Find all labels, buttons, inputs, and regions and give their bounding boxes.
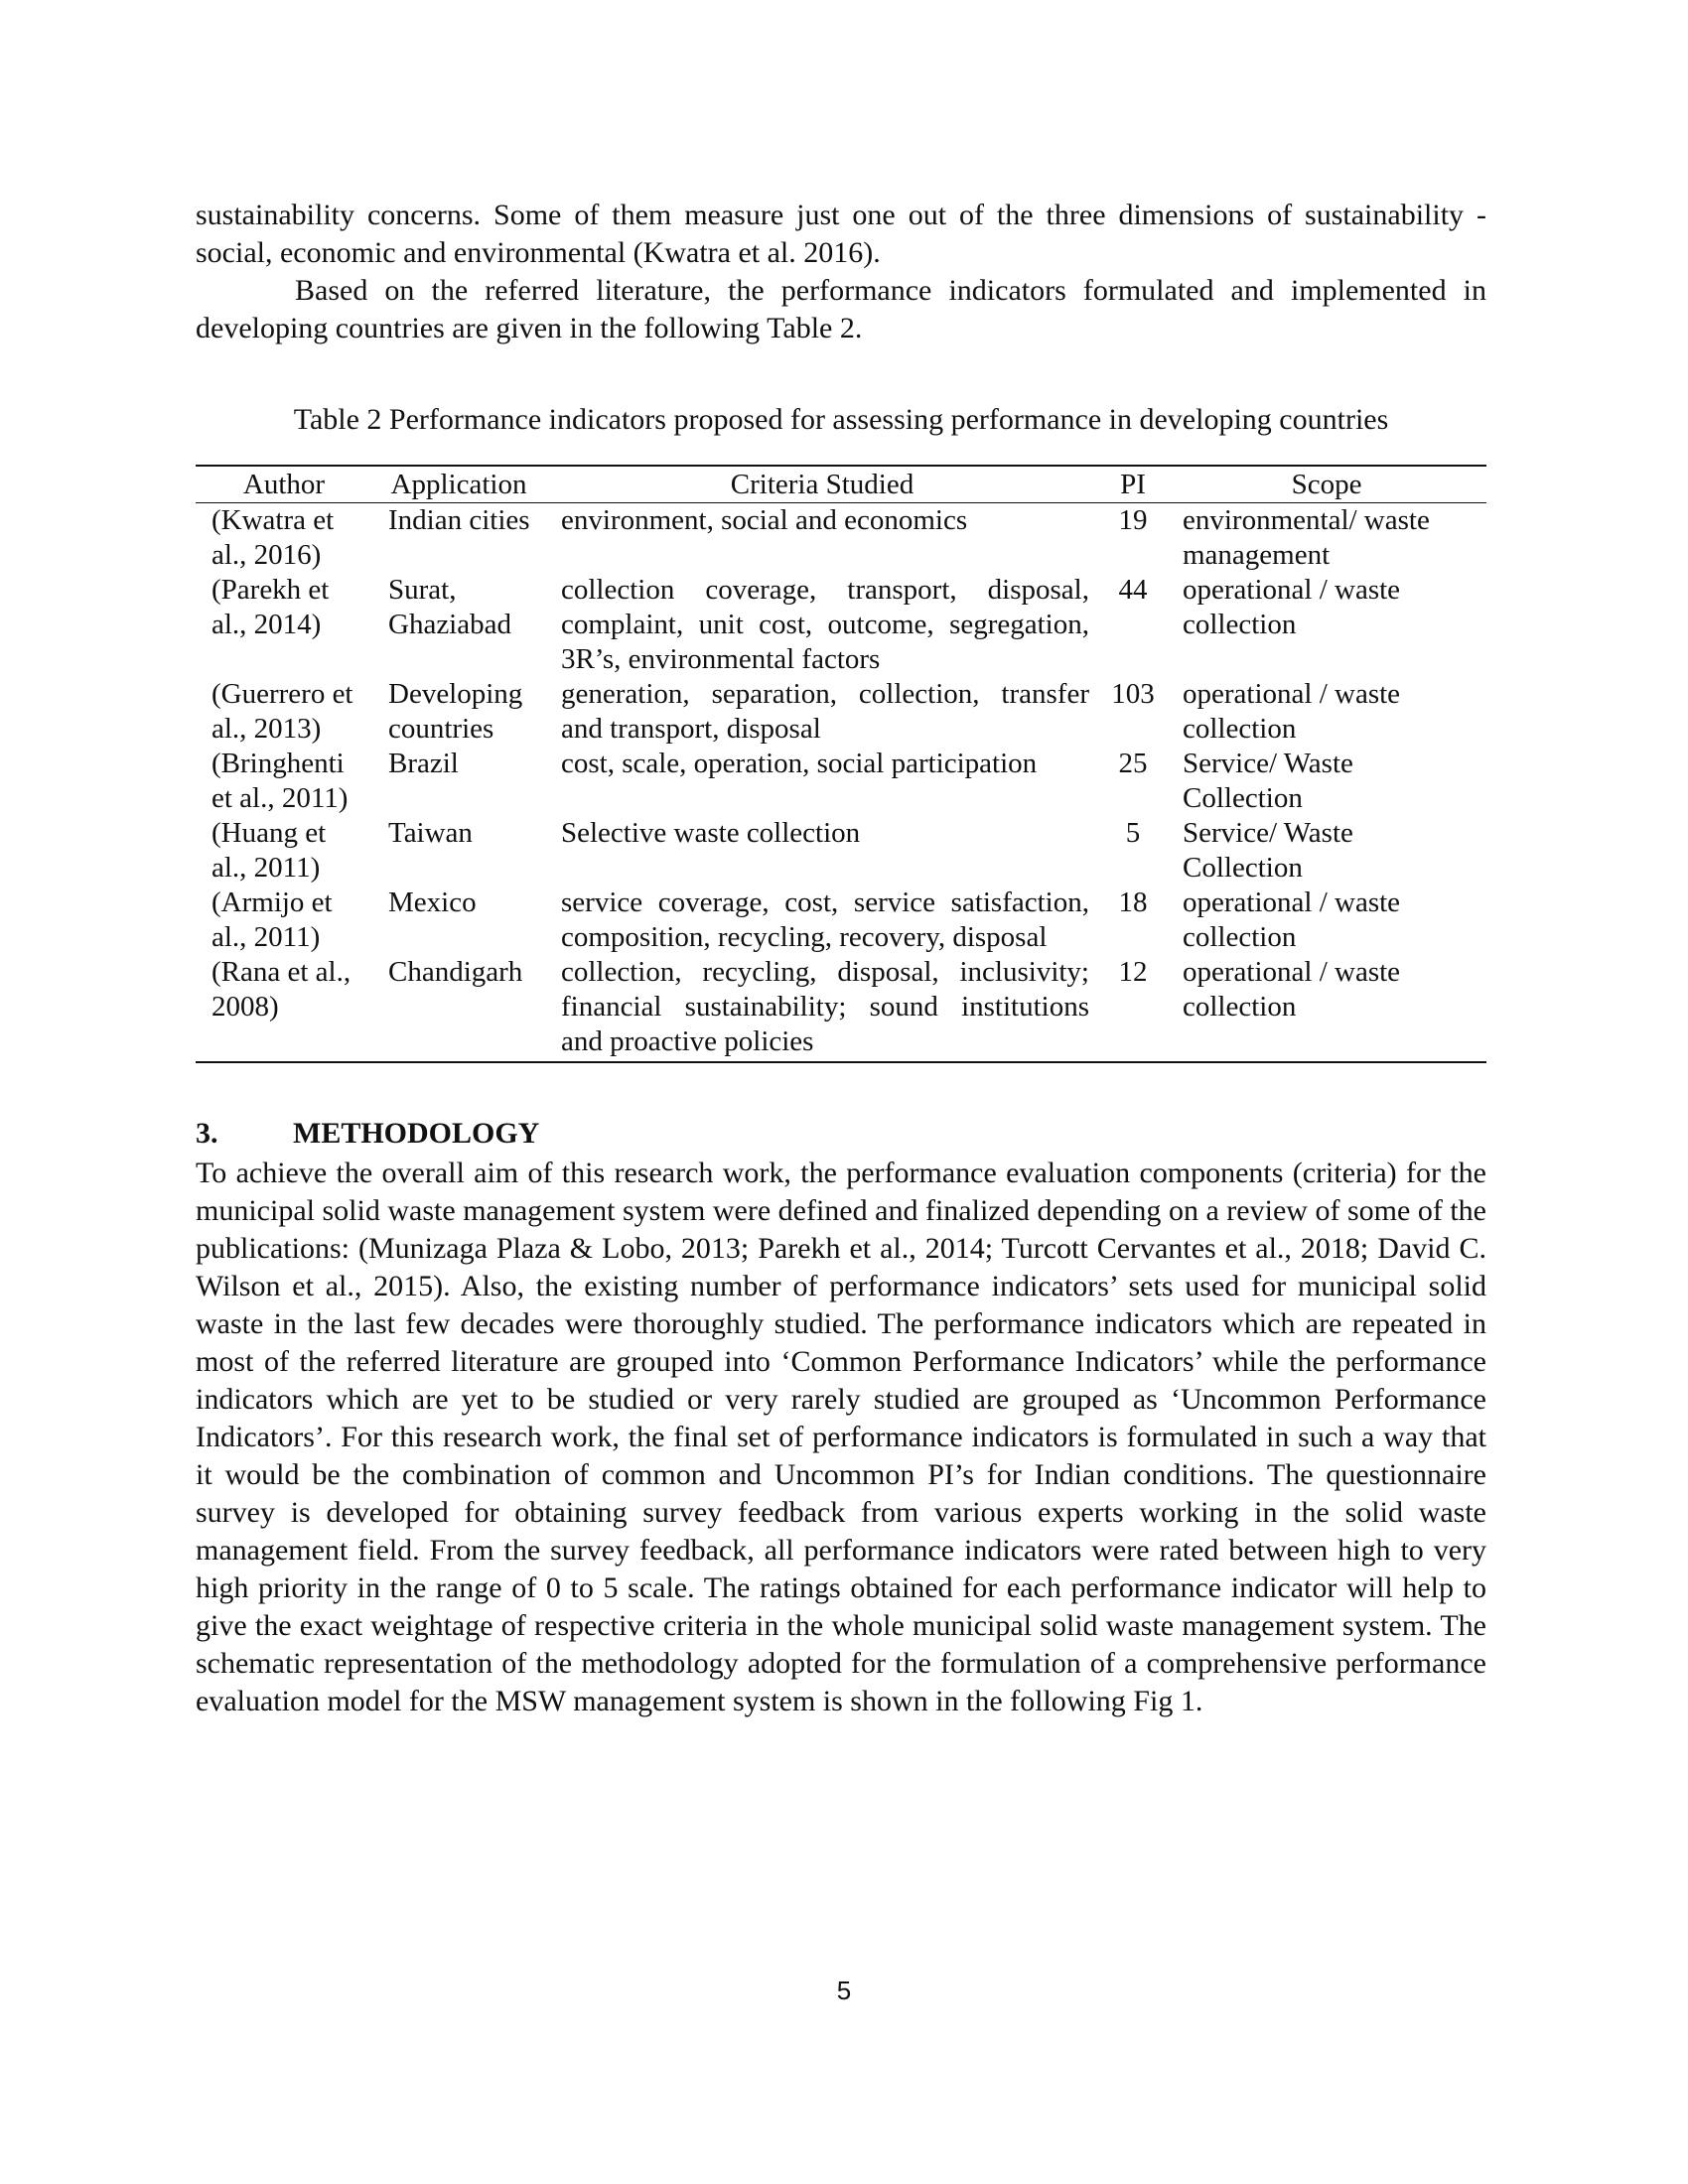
- cell-scope: environmental/ waste management: [1183, 504, 1430, 571]
- methodology-paragraph: To achieve the overall aim of this research work, the performance evaluation components (criteria) for the municipal solid waste management system were defined and finalized depending on a review of some of the publications: (Munizaga Plaza & Lobo, 2013; Parekh et al., 2014; Turcott Cervantes et al., 2018; David C. Wilson et al., 2015). Also, the existing number of performance indicators’ sets used for municipal solid waste in the last few decades were thoroughly studied. The performance indicators which are repeated in most of the referred literature are grouped into ‘Common Performance Indicators’ while the performance indicators which are yet to be studied or very rarely studied are grouped as ‘Uncommon Performance Indicators’. For this research work, the final set of performance indicators is formulated in such a way that it would be the combination of common and Uncommon PI’s for Indian conditions. The questionnaire survey is developed for obtaining survey feedback from various experts working in the solid waste management field. From the survey feedback, all performance indicators were rated between high to very high priority in the range of 0 to 5 scale. The ratings obtained for each performance indicator will help to give the exact weightage of respective criteria in the whole municipal solid waste management system. The schematic representation of the methodology adopted for the formulation of a comprehensive performance evaluation model for the MSW management system is shown in the following Fig 1.: [196, 1157, 1486, 1717]
- cell-pi: 103: [1111, 678, 1155, 710]
- cell-author: (Huang et al., 2011): [211, 817, 327, 884]
- cell-criteria: environment, social and economics: [561, 504, 968, 536]
- cell-criteria: collection, recycling, disposal, inclusivity; financial sustainability; sound institutions and proactive policies: [545, 955, 1099, 1062]
- header-scope: Scope: [1167, 466, 1486, 503]
- cell-application: Brazil: [388, 748, 459, 779]
- cell-pi: 19: [1118, 504, 1148, 536]
- cell-pi: 12: [1099, 955, 1167, 1062]
- table-row: [196, 503, 1486, 574]
- header-application: Application: [372, 466, 545, 503]
- cell-pi: 5: [1125, 817, 1141, 849]
- header-author: Author: [196, 466, 372, 503]
- performance-indicators-table: [196, 465, 1486, 1063]
- cell-author: (Kwatra et al., 2016): [211, 504, 335, 571]
- intro-paragraph-2: Based on the referred literature, the performance indicators formulated and implemented in developing countries are given in the following Table 2.: [196, 274, 1486, 344]
- cell-application: Chandigarh: [372, 955, 545, 1062]
- cell-application: Developing countries: [388, 678, 523, 745]
- cell-scope: operational / waste collection: [1183, 887, 1401, 953]
- intro-paragraph-1: sustainability concerns. Some of them measure just one out of the three dimensions of sustainability - social, economic and environmental (Kwatra et al. 2016).: [196, 199, 1486, 269]
- cell-criteria: collection coverage, transport, disposal, complaint, unit cost, outcome, segregation, 3R’s, environmental factors: [561, 574, 1089, 675]
- table-row: [196, 886, 1486, 955]
- cell-author: (Parekh et al., 2014): [211, 574, 330, 640]
- cell-scope: Service/ Waste Collection: [1183, 748, 1353, 814]
- cell-pi: 18: [1118, 887, 1148, 918]
- section-title: METHODOLOGY: [293, 1117, 540, 1150]
- cell-author: (Rana et al., 2008): [196, 955, 372, 1062]
- table-row: [196, 955, 1486, 1062]
- cell-application: Indian cities: [388, 504, 530, 536]
- cell-application: Surat, Ghaziabad: [388, 574, 511, 640]
- cell-scope: operational / waste collection: [1167, 955, 1486, 1062]
- cell-criteria: cost, scale, operation, social participation: [561, 748, 1038, 779]
- cell-criteria: generation, separation, collection, transfer and transport, disposal: [561, 678, 1089, 745]
- cell-scope: operational / waste collection: [1183, 678, 1401, 745]
- cell-author: (Bringhenti et al., 2011): [211, 748, 349, 814]
- cell-pi: 44: [1118, 574, 1148, 606]
- cell-author: (Guerrero et al., 2013): [211, 678, 353, 745]
- table-row: [196, 816, 1486, 886]
- header-pi: PI: [1099, 466, 1167, 503]
- cell-scope: Service/ Waste Collection: [1183, 817, 1353, 884]
- cell-criteria: Selective waste collection: [561, 817, 861, 849]
- table-caption: Table 2 Performance indicators proposed for assessing performance in developing countries: [293, 403, 1389, 436]
- page-content: [196, 197, 1486, 1720]
- methodology-heading: [196, 1115, 1486, 1153]
- table-row: [196, 747, 1486, 816]
- cell-application: Mexico: [388, 887, 477, 918]
- cell-author: (Armijo et al., 2011): [211, 887, 333, 953]
- table-header-row: [196, 466, 1486, 503]
- cell-criteria: service coverage, cost, service satisfaction, composition, recycling, recovery, disposal: [561, 887, 1089, 953]
- table-row: [196, 573, 1486, 677]
- section-number: 3.: [196, 1117, 218, 1150]
- header-criteria: Criteria Studied: [545, 466, 1099, 503]
- cell-scope: operational / waste collection: [1183, 574, 1401, 640]
- cell-pi: 25: [1118, 748, 1148, 779]
- table-row: [196, 677, 1486, 747]
- page-number: 5: [836, 1976, 852, 2005]
- cell-application: Taiwan: [388, 817, 473, 849]
